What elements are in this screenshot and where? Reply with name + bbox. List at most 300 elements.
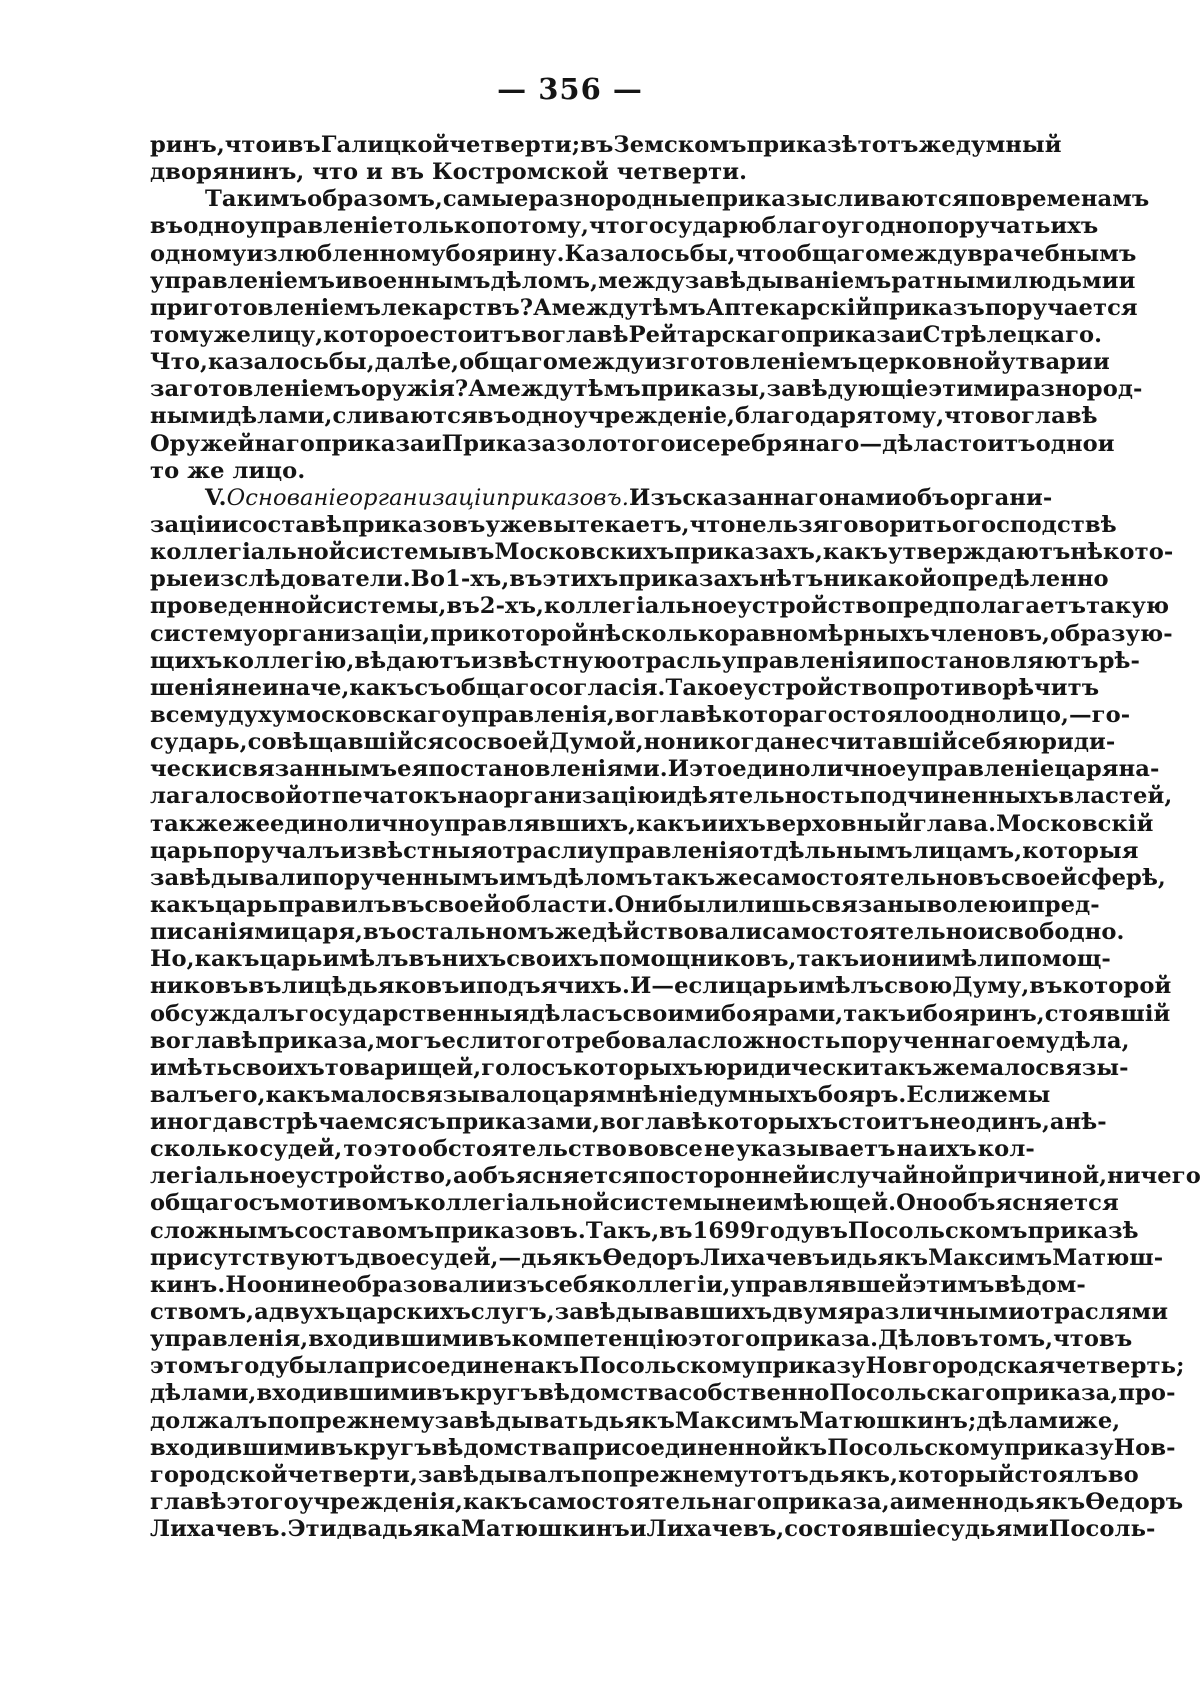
word: Ѳедоръ bbox=[602, 1244, 701, 1271]
text-line bbox=[150, 403, 1098, 430]
word: что bbox=[1053, 1326, 1100, 1353]
word: приказу bbox=[1004, 1434, 1114, 1461]
word: въ bbox=[659, 1217, 693, 1244]
word: а bbox=[452, 1163, 468, 1190]
word: этого bbox=[688, 1326, 761, 1353]
word: и bbox=[701, 810, 719, 837]
word: своей bbox=[424, 891, 501, 918]
word: лагало bbox=[150, 783, 241, 810]
word: этимъ bbox=[912, 1271, 995, 1298]
word: бояръ. bbox=[817, 1081, 907, 1108]
word: валъ bbox=[150, 1081, 215, 1108]
word: предполагаетъ bbox=[886, 593, 1087, 620]
word: и bbox=[221, 511, 239, 538]
word: приказѣ bbox=[746, 132, 858, 158]
word: приказы, bbox=[640, 376, 767, 403]
word: поручалъ bbox=[212, 837, 340, 864]
word: имѣть bbox=[150, 1054, 233, 1081]
word: единоличное bbox=[732, 756, 907, 783]
word: коллегію, bbox=[222, 647, 355, 674]
word: въ bbox=[945, 1326, 979, 1353]
word: Рейтарскаго bbox=[628, 321, 796, 348]
word: учрежденія, bbox=[298, 1489, 463, 1516]
word: такую bbox=[1086, 593, 1170, 620]
text-line bbox=[150, 267, 1136, 295]
word: о bbox=[951, 511, 968, 538]
word: съ bbox=[591, 1000, 623, 1027]
word: такъ bbox=[796, 946, 860, 973]
text-line bbox=[150, 1000, 1171, 1028]
word: коллегіальной bbox=[150, 539, 346, 566]
word: далѣе, bbox=[374, 349, 460, 376]
word: помощниковъ, bbox=[598, 946, 797, 973]
word: Матюшкинъ bbox=[460, 1516, 630, 1543]
text-line bbox=[150, 1353, 1185, 1380]
word: самостоятельно bbox=[752, 864, 968, 891]
word: Если bbox=[906, 1081, 971, 1108]
word: устройство, bbox=[295, 1163, 453, 1190]
word: а bbox=[889, 1489, 905, 1516]
word: сколько bbox=[150, 1136, 259, 1163]
word: какъ bbox=[462, 1489, 528, 1516]
word: сударь, bbox=[150, 729, 248, 756]
word: верховный bbox=[765, 810, 913, 837]
word: бояринъ, bbox=[922, 1000, 1045, 1027]
word: Аптекарскій bbox=[705, 294, 873, 321]
word: кинъ. bbox=[150, 1271, 226, 1298]
word: порученнаго bbox=[840, 1027, 1011, 1054]
text-line bbox=[150, 1407, 1121, 1435]
word: Но bbox=[225, 1271, 262, 1298]
word: по bbox=[968, 186, 1001, 213]
text-line bbox=[150, 919, 1125, 946]
word: думныхъ bbox=[698, 1081, 818, 1108]
word: которыя bbox=[1022, 837, 1139, 864]
word: Московскихъ bbox=[494, 539, 675, 566]
word: нѣтъ bbox=[759, 566, 824, 593]
word: Ѳедоръ bbox=[1085, 1489, 1184, 1516]
word: объясняется bbox=[947, 1190, 1119, 1217]
word: а bbox=[254, 1299, 269, 1326]
text-line bbox=[150, 674, 1100, 702]
word: думный bbox=[955, 132, 1062, 158]
word: лицу, bbox=[250, 321, 324, 348]
word: указываетъ bbox=[736, 1136, 896, 1163]
word: же bbox=[715, 864, 753, 891]
word: коллегіальной bbox=[414, 1190, 610, 1217]
word: чески bbox=[150, 756, 229, 783]
word: судьями bbox=[936, 1516, 1049, 1543]
word: Оружейнаго bbox=[150, 430, 315, 457]
word: Они bbox=[614, 891, 668, 918]
word: лекарствъ? bbox=[381, 294, 534, 321]
word: и bbox=[270, 132, 288, 158]
word: были bbox=[667, 891, 739, 918]
word: Лихачевъ. bbox=[150, 1516, 288, 1543]
word: же bbox=[554, 919, 592, 946]
word: Лихачевъ bbox=[700, 1244, 830, 1271]
word: Матюшкинъ; bbox=[799, 1407, 977, 1434]
word: и bbox=[871, 647, 889, 674]
text-line bbox=[150, 1217, 1139, 1245]
word: глава. bbox=[912, 810, 997, 837]
word: царя, bbox=[290, 919, 363, 946]
word: дѣлами, bbox=[150, 1380, 257, 1407]
word: совѣщавшійся bbox=[247, 729, 445, 756]
word: Приказа bbox=[441, 430, 557, 457]
word: также bbox=[150, 810, 233, 837]
word: изготовленіемъ bbox=[644, 349, 858, 376]
word: что bbox=[312, 159, 359, 186]
word: 1699 bbox=[692, 1217, 756, 1244]
word: которой bbox=[479, 620, 589, 647]
word: самостоятельно bbox=[762, 919, 978, 946]
word: Максимъ bbox=[674, 1407, 800, 1434]
word: ничего bbox=[1107, 1163, 1201, 1190]
word: что bbox=[224, 132, 271, 158]
word: и bbox=[629, 1516, 647, 1543]
word: вѣдаютъ bbox=[354, 647, 471, 674]
word: въ bbox=[390, 159, 425, 186]
word: какъ bbox=[150, 891, 216, 918]
text-line bbox=[150, 1136, 1035, 1163]
word: самые bbox=[442, 186, 529, 213]
word: въ bbox=[426, 1380, 460, 1407]
word: сказаннаго bbox=[682, 484, 834, 511]
word: при bbox=[430, 620, 480, 647]
word: остальномъ bbox=[396, 919, 555, 946]
word: главѣ bbox=[631, 1109, 708, 1136]
text-line bbox=[150, 376, 1143, 403]
text-line bbox=[150, 1027, 1130, 1055]
word: одно bbox=[511, 403, 574, 430]
word: единолично bbox=[270, 810, 430, 837]
word: четверти; bbox=[449, 132, 581, 158]
word: нѣ- bbox=[1064, 1109, 1107, 1136]
word: организацію bbox=[488, 783, 660, 810]
word: рые bbox=[150, 566, 204, 593]
word: области. bbox=[500, 891, 615, 918]
word: приказа bbox=[314, 430, 425, 457]
word: Лихачевъ, bbox=[646, 1516, 785, 1543]
word: и bbox=[1092, 349, 1110, 376]
word: иначе, bbox=[262, 674, 350, 701]
word: не bbox=[703, 1136, 736, 1163]
word: не bbox=[230, 674, 263, 701]
word: считавшій bbox=[815, 729, 958, 756]
word: могъ bbox=[375, 1027, 442, 1054]
word: царя bbox=[1054, 756, 1119, 783]
word: именно bbox=[904, 1489, 1004, 1516]
word: боярину. bbox=[445, 240, 565, 267]
word: и bbox=[459, 973, 477, 1000]
text-line bbox=[150, 1081, 1051, 1109]
word: поручается bbox=[984, 294, 1138, 321]
word: объ bbox=[901, 484, 950, 511]
word: входившими bbox=[150, 1434, 321, 1461]
word: году bbox=[755, 1217, 815, 1244]
word: его, bbox=[214, 1081, 266, 1108]
word: приказѣ bbox=[1027, 1217, 1139, 1244]
word: во bbox=[600, 1109, 632, 1136]
word: щихъ bbox=[150, 647, 223, 674]
word: дѣломъ bbox=[552, 864, 653, 891]
text-line bbox=[150, 213, 1099, 240]
word: V. bbox=[205, 484, 227, 511]
word: — bbox=[859, 430, 883, 457]
word: Казалось bbox=[564, 240, 690, 267]
word: одинъ, bbox=[960, 1109, 1050, 1136]
word: мало bbox=[330, 1081, 397, 1108]
word: собственно bbox=[678, 1380, 830, 1407]
word: Что, bbox=[150, 349, 208, 376]
text-line bbox=[150, 756, 1160, 783]
word: такъ bbox=[843, 1000, 906, 1027]
word: дьяка bbox=[382, 1516, 461, 1543]
word: этого bbox=[226, 1489, 299, 1516]
word: которое bbox=[323, 321, 430, 348]
text-line bbox=[150, 458, 1035, 485]
word: связывало bbox=[396, 1081, 542, 1108]
word: присоединена bbox=[357, 1353, 546, 1380]
word: приказъ bbox=[872, 294, 985, 321]
word: завѣдующіе bbox=[766, 376, 929, 403]
word: постановляютъ bbox=[888, 647, 1099, 674]
word: во bbox=[150, 1027, 181, 1054]
word: и bbox=[809, 1163, 827, 1190]
word: сложность bbox=[697, 1027, 841, 1054]
text-line bbox=[150, 783, 1173, 810]
word: управленія, bbox=[150, 1326, 309, 1353]
word: управленіе bbox=[906, 756, 1055, 783]
word: же bbox=[187, 457, 225, 484]
text-line bbox=[150, 566, 1109, 593]
word: дѣломъ, bbox=[490, 267, 599, 294]
word: обсуждалъ bbox=[150, 1000, 296, 1027]
word: царя bbox=[541, 1081, 606, 1108]
word: стоялъ bbox=[1014, 1461, 1108, 1488]
word: бы, bbox=[328, 349, 375, 376]
word: между bbox=[551, 294, 639, 321]
word: нѣсколько bbox=[588, 620, 730, 647]
word: стоявшій bbox=[1044, 1000, 1171, 1027]
word: себя bbox=[544, 1271, 605, 1298]
word: мнѣніе bbox=[605, 1081, 699, 1108]
word: А bbox=[468, 376, 487, 403]
word: разнородные bbox=[528, 186, 706, 213]
word: тѣмъ bbox=[638, 294, 706, 321]
word: въ bbox=[1029, 973, 1063, 1000]
word: одно bbox=[1035, 430, 1098, 457]
word: Посольскому bbox=[579, 1353, 756, 1380]
word: и bbox=[659, 783, 677, 810]
word: вѣдомства bbox=[431, 1434, 573, 1461]
word: Максимъ bbox=[928, 1244, 1053, 1271]
word: нѣкото- bbox=[1070, 539, 1174, 566]
word: никовъ bbox=[150, 973, 249, 1000]
word: связы- bbox=[1035, 1054, 1129, 1081]
text-line bbox=[150, 593, 1170, 620]
word: потому, bbox=[485, 213, 589, 240]
word: объясняется bbox=[467, 1163, 639, 1190]
word: системы bbox=[345, 539, 462, 566]
word: имѣющей. bbox=[756, 1190, 897, 1217]
word: самостоятельнаго bbox=[527, 1489, 772, 1516]
word: и bbox=[905, 1000, 923, 1027]
text-line bbox=[150, 946, 1111, 973]
text-line bbox=[150, 1461, 1139, 1489]
word: стоитъ bbox=[944, 430, 1036, 457]
word: какъ bbox=[636, 810, 702, 837]
word: ствомъ, bbox=[150, 1299, 255, 1326]
word: своихъ bbox=[506, 946, 599, 973]
word: слугъ, bbox=[470, 1299, 555, 1326]
word: образовали bbox=[341, 1271, 496, 1298]
text-line bbox=[150, 837, 1139, 865]
word: того bbox=[502, 1027, 562, 1054]
text-line bbox=[150, 349, 1110, 376]
word: въ bbox=[150, 213, 184, 240]
text-line bbox=[150, 1326, 1133, 1353]
word: общаго bbox=[459, 349, 558, 376]
word: лицѣ bbox=[281, 973, 348, 1000]
word: лицо. bbox=[232, 457, 306, 484]
word: приказы bbox=[705, 186, 824, 213]
word: же, bbox=[1074, 1407, 1121, 1434]
word: А bbox=[533, 294, 552, 321]
word: общаго bbox=[445, 674, 545, 701]
word: требовала bbox=[561, 1027, 698, 1054]
text-line bbox=[150, 729, 1116, 756]
body-text bbox=[150, 132, 1201, 1543]
word: Матюш- bbox=[1052, 1244, 1164, 1271]
word: лицамъ, bbox=[912, 837, 1023, 864]
word: на bbox=[457, 783, 489, 810]
word: имѣлъ bbox=[322, 946, 409, 973]
word: ихъ bbox=[1050, 213, 1099, 240]
text-line bbox=[150, 891, 1100, 919]
word: образомъ, bbox=[307, 186, 443, 213]
word: съ bbox=[414, 674, 446, 701]
word: не bbox=[784, 729, 816, 756]
word: Думу, bbox=[952, 973, 1030, 1000]
word: посторонней bbox=[638, 1163, 810, 1190]
word: въ bbox=[461, 539, 495, 566]
word: Эти bbox=[287, 1516, 337, 1543]
word: если bbox=[441, 1027, 503, 1054]
word: говорить bbox=[829, 511, 952, 538]
word: и bbox=[905, 321, 923, 348]
word: главѣ bbox=[180, 1027, 258, 1054]
word: церковной bbox=[857, 349, 1001, 376]
word: управленія bbox=[721, 647, 872, 674]
word: Галицкой bbox=[320, 132, 450, 158]
word: стоитъ bbox=[838, 1109, 930, 1136]
word: приказахъ bbox=[618, 566, 760, 593]
word: коллегіи, bbox=[604, 1271, 731, 1298]
word: членовъ, bbox=[929, 620, 1050, 647]
word: рѣ- bbox=[1098, 647, 1140, 674]
text-line bbox=[150, 620, 1173, 648]
word: Посольскаго bbox=[829, 1380, 1001, 1407]
word: Во bbox=[410, 566, 446, 593]
word: царскихъ bbox=[345, 1299, 471, 1326]
word: коллегіальное bbox=[544, 593, 738, 620]
word: ихъ bbox=[928, 1136, 977, 1163]
word: должалъ bbox=[150, 1407, 268, 1434]
word: дьякъ bbox=[846, 1244, 929, 1271]
word: это bbox=[689, 756, 733, 783]
word: излюбленному bbox=[246, 240, 446, 267]
word: Московскій bbox=[996, 810, 1154, 837]
word: 2-хъ, bbox=[479, 593, 545, 620]
word: что bbox=[944, 403, 991, 430]
text-line bbox=[150, 647, 1140, 675]
word: двумя bbox=[772, 1299, 855, 1326]
word: систему bbox=[150, 620, 258, 647]
word: Земскомъ bbox=[613, 132, 747, 158]
word: И bbox=[667, 756, 690, 783]
word: дьяковъ bbox=[347, 973, 460, 1000]
word: извѣстныя bbox=[339, 837, 488, 864]
word: свою bbox=[884, 973, 953, 1000]
word: не bbox=[929, 1109, 961, 1136]
word: къ bbox=[545, 1353, 580, 1380]
word: томъ, bbox=[978, 1326, 1054, 1353]
word: въ bbox=[362, 919, 397, 946]
word: дворянинъ, bbox=[150, 159, 305, 186]
word: легіальное bbox=[150, 1163, 296, 1190]
word: управлявшихъ, bbox=[429, 810, 637, 837]
word: какъ bbox=[265, 1081, 331, 1108]
word: дьякъ bbox=[593, 1407, 675, 1434]
word: благодаря bbox=[735, 403, 873, 430]
word: что bbox=[735, 240, 782, 267]
word: связаннымъ bbox=[228, 756, 398, 783]
word: въ bbox=[580, 132, 614, 158]
word: въ bbox=[477, 403, 511, 430]
word: мало bbox=[969, 1054, 1036, 1081]
word: и bbox=[1097, 430, 1115, 457]
word: главѣ bbox=[552, 321, 629, 348]
word: съ bbox=[414, 1109, 446, 1136]
text-line bbox=[150, 1299, 1169, 1326]
word: этими bbox=[928, 376, 1010, 403]
word: году bbox=[230, 1353, 290, 1380]
word: отдѣльнымъ bbox=[744, 837, 913, 864]
text-line bbox=[150, 1516, 1156, 1543]
word: котораго bbox=[722, 701, 843, 728]
word: дьякъ bbox=[1003, 1489, 1086, 1516]
word: и bbox=[859, 946, 877, 973]
word: никакой bbox=[823, 566, 937, 593]
word: между bbox=[598, 267, 685, 294]
word: во bbox=[990, 403, 1022, 430]
word: правилъ bbox=[277, 891, 392, 918]
word: присоединенной bbox=[572, 1434, 794, 1461]
word: завѣдывалъ bbox=[417, 1461, 581, 1488]
word: что bbox=[588, 213, 635, 240]
word: Нов- bbox=[1113, 1434, 1176, 1461]
word: такъ bbox=[652, 864, 716, 891]
word: устройство bbox=[737, 593, 887, 620]
word: никогда bbox=[675, 729, 785, 756]
word: четверти, bbox=[287, 1461, 418, 1488]
word: дѣла bbox=[882, 430, 945, 457]
word: тотъ bbox=[857, 132, 919, 158]
word: Такое bbox=[665, 674, 744, 701]
word: тому, bbox=[872, 403, 945, 430]
